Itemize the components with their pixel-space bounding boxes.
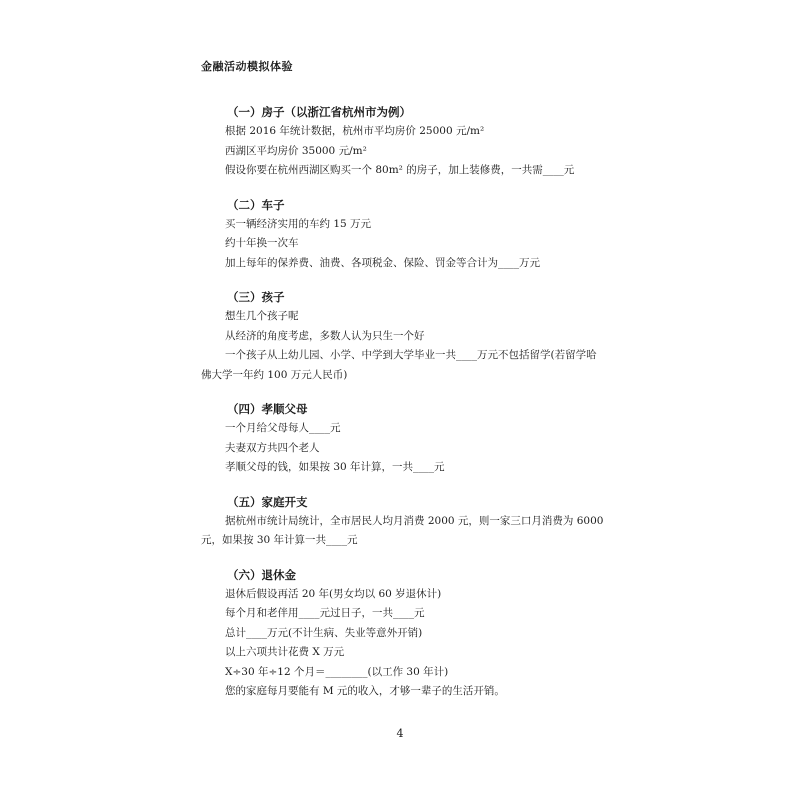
paragraph-line: 据杭州市统计局统计，全市居民人均月消费 2000 元，则一家三口月消费为 6000	[225, 514, 604, 527]
section-parents	[201, 400, 611, 478]
paragraph-line: 元，如果按 30 年计算一共____元	[201, 534, 358, 546]
paragraph-line: 一个孩子从上幼儿园、小学、中学到大学毕业一共____万元不包括留学(若留学哈	[225, 349, 597, 361]
section-title: （二）车子	[227, 197, 285, 212]
paragraph-line: 您的家庭每月要能有 M 元的收入，才够一辈子的生活开销。	[225, 685, 505, 697]
page-number: 4	[396, 727, 404, 740]
paragraph-line: 退休后假设再活 20 年(男女均以 60 岁退休计)	[225, 587, 442, 600]
section-car	[201, 196, 611, 274]
paragraph-line: 夫妻双方共四个老人	[225, 441, 320, 454]
running-header: 金融活动模拟体验	[201, 60, 293, 73]
section-title: （五）家庭开支	[227, 494, 308, 509]
section-title: （一）房子（以浙江省杭州市为例）	[227, 105, 411, 119]
paragraph-line: X÷30 年÷12 个月＝________(以工作 30 年计)	[225, 665, 449, 678]
paragraph-line: 总计____万元(不计生病、失业等意外开销)	[225, 626, 423, 639]
paragraph-line: 西湖区平均房价 35000 元/m²	[225, 144, 367, 157]
section-title: （四）孝顺父母	[227, 402, 308, 416]
paragraph-line: 想生几个孩子呢	[225, 310, 299, 322]
paragraph-line: 佛大学一年约 100 万元人民币)	[201, 368, 348, 381]
paragraph-line: 以上六项共计花费 X 万元	[225, 646, 345, 658]
paragraph-line: 约十年换一次车	[225, 237, 299, 249]
section-child	[201, 288, 611, 385]
section-title: （六）退休金	[227, 567, 296, 582]
paragraph-line: 买一辆经济实用的车约 15 万元	[225, 217, 372, 230]
paragraph-line: 一个月给父母每人____元	[225, 422, 341, 434]
paragraph-line: 根据 2016 年统计数据，杭州市平均房价 25000 元/m²	[225, 125, 485, 137]
section-pension	[201, 566, 611, 702]
section-household-expenses	[201, 493, 611, 551]
document-body	[201, 103, 611, 717]
section-title: （三）孩子	[227, 290, 285, 304]
paragraph-line: 假设你要在杭州西湖区购买一个 80m² 的房子，加上装修费，一共需____元	[225, 164, 575, 176]
paragraph-line: 孝顺父母的钱，如果按 30 年计算，一共____元	[225, 461, 445, 473]
paragraph-line: 加上每年的保养费、油费、各项税金、保险、罚金等合计为____万元	[225, 256, 540, 269]
paragraph-line: 每个月和老伴用____元过日子，一共____元	[225, 607, 425, 619]
section-house	[201, 103, 611, 181]
paragraph-line: 从经济的角度考虑，多数人认为只生一个好	[225, 329, 425, 342]
